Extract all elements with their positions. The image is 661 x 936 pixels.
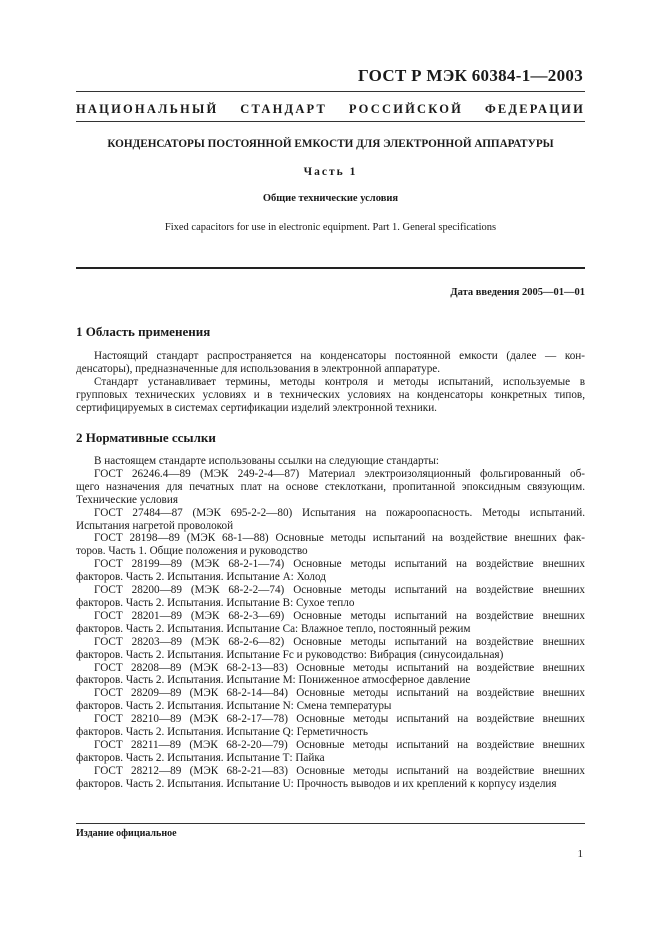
banner-rule xyxy=(76,121,585,122)
text-line: ГОСТ 28200—89 (МЭК 68-2-2—74) Основные методы испытаний на воздействие внешних xyxy=(94,584,585,597)
text-line: факторов. Часть 2. Испытания. Испытание Са: Влажное тепло, постоянный режим xyxy=(76,622,471,635)
text-line: Стандарт устанавливает термины, методы контроля и методы испытаний, используемые в xyxy=(94,375,585,388)
text-line: факторов. Часть 2. Испытания. Испытание U: Прочность выводов и их креплений к корпусу изделия xyxy=(76,777,557,790)
text-line: торов. Часть 1. Общие положения и руководство xyxy=(76,545,308,558)
text-line: факторов. Часть 2. Испытания. Испытание N: Смена температуры xyxy=(76,700,392,713)
text-line: факторов. Часть 2. Испытания. Испытание Fc и руководство: Вибрация (синусоидальная) xyxy=(76,648,504,661)
text-line: групповых технических условиях и в технических условиях на конденсаторы конкретных типов, xyxy=(76,388,585,401)
document-title: КОНДЕНСАТОРЫ ПОСТОЯННОЙ ЕМКОСТИ ДЛЯ ЭЛЕКТРОННОЙ АППАРАТУРЫ xyxy=(107,138,554,150)
section-1-body xyxy=(76,350,585,415)
text-line: ГОСТ 28211—89 (МЭК 68-2-20—79) Основные методы испытаний на воздействие внешних xyxy=(94,738,585,751)
text-line: факторов. Часть 2. Испытания. Испытание Т: Пайка xyxy=(76,751,325,764)
text-line: Технические условия xyxy=(76,493,178,506)
text-line: ГОСТ 28208—89 (МЭК 68-2-13—83) Основные методы испытаний на воздействие внешних xyxy=(94,661,585,674)
text-line: ГОСТ 28201—89 (МЭК 68-2-3—69) Основные методы испытаний на воздействие внешних xyxy=(94,609,585,622)
text-line: ГОСТ 26246.4—89 (МЭК 249-2-4—87) Материал электроизоляционный фольгированный об- xyxy=(94,467,585,480)
title-block-rule xyxy=(76,267,585,269)
text-line: В настоящем стандарте использованы ссылки на следующие стандарты: xyxy=(94,455,439,467)
header-rule xyxy=(76,91,585,92)
section-2-heading: 2 Нормативные ссылки xyxy=(76,430,216,445)
part-label: Часть 1 xyxy=(303,166,358,178)
official-edition-label: Издание официальное xyxy=(76,828,177,839)
text-line: ГОСТ 28210—89 (МЭК 68-2-17—78) Основные методы испытаний на воздействие внешних xyxy=(94,713,585,726)
text-line: факторов. Часть 2. Испытания. Испытание М: Пониженное атмосферное давление xyxy=(76,674,471,687)
footer-rule xyxy=(76,823,585,824)
text-line: щего назначения для печатных плат на основе стеклоткани, пропитанной эпоксидным связующим. xyxy=(76,480,585,493)
english-title: Fixed capacitors for use in electronic equipment. Part 1. General specifications xyxy=(164,222,497,233)
text-line: ГОСТ 28209—89 (МЭК 68-2-14—84) Основные методы испытаний на воздействие внешних xyxy=(94,687,585,700)
text-line: ГОСТ 28203—89 (МЭК 68-2-6—82) Основные методы испытаний на воздействие внешних xyxy=(94,635,585,648)
section-1-heading: 1 Область применения xyxy=(76,324,211,339)
section-2-body xyxy=(76,455,585,791)
text-line: ГОСТ 28199—89 (МЭК 68-2-1—74) Основные методы испытаний на воздействие внешних xyxy=(94,558,585,571)
text-line: Испытания нагретой проволокой xyxy=(76,519,234,532)
text-line: Настоящий стандарт распространяется на конденсаторы постоянной емкости (далее — кон- xyxy=(94,350,585,362)
text-line: факторов. Часть 2. Испытания. Испытание Q: Герметичность xyxy=(76,726,368,739)
effective-date: Дата введения 2005—01—01 xyxy=(450,287,585,298)
text-line: ГОСТ 28212—89 (МЭК 68-2-21—83) Основные методы испытаний на воздействие внешних xyxy=(94,764,585,777)
text-line: факторов. Часть 2. Испытания. Испытание А: Холод xyxy=(76,571,326,584)
page-number: 1 xyxy=(577,848,583,860)
text-line: ГОСТ 28198—89 (МЭК 68-1—88) Основные методы испытаний на воздействие внешних фак- xyxy=(94,532,585,545)
document-code: ГОСТ Р МЭК 60384-1—2003 xyxy=(357,66,583,85)
document-subtitle: Общие технические условия xyxy=(262,193,399,204)
text-line: сертифицируемых в системах сертификации изделий электронной техники. xyxy=(76,401,437,414)
text-line: денсаторы), предназначенные для использования в электронной аппаратуре. xyxy=(76,362,441,375)
text-line: ГОСТ 27484—87 (МЭК 695-2-2—80) Испытания на пожароопасность. Методы испытаний. xyxy=(94,506,585,519)
national-standard-banner: НАЦИОНАЛЬНЫЙ СТАНДАРТ РОССИЙСКОЙ ФЕДЕРАЦИИ xyxy=(76,102,585,116)
text-line: факторов. Часть 2. Испытания. Испытание В: Сухое тепло xyxy=(76,596,355,609)
